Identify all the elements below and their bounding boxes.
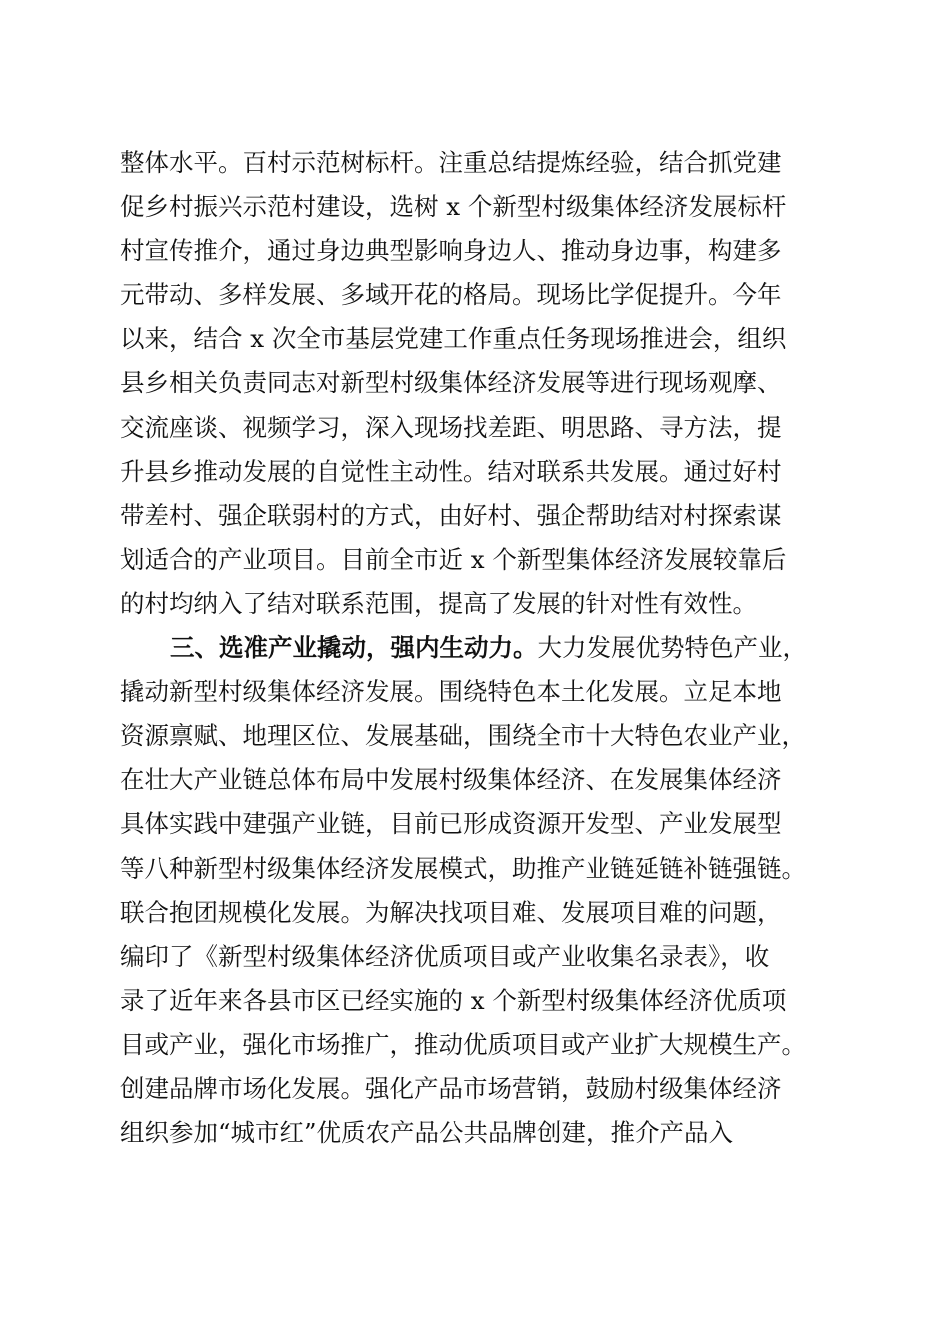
paragraph-line: 组织参加“城市红”优质农产品公共品牌创建，推介产品入 [120,1118,734,1148]
paragraph-line: 划适合的产业项目。目前全市近 x 个新型集体经济发展较靠后 [120,544,787,574]
paragraph-line: 在壮大产业链总体布局中发展村级集体经济、在发展集体经济 [120,765,782,795]
paragraph-line: 整体水平。百村示范树标杆。注重总结提炼经验，结合抓党建 [120,148,782,177]
paragraph-line: 联合抱团规模化发展。为解决找项目难、发展项目难的问题， [120,897,782,927]
paragraph-line: 录了近年来各县市区已经实施的 x 个新型村级集体经济优质项 [120,985,787,1015]
paragraph-line: 具体实践中建强产业链，目前已形成资源开发型、产业发展型 [120,809,782,839]
section-3-intro: 大力发展优势特色产业， [537,633,807,663]
paragraph-line: 撬动新型村级集体经济发展。围绕特色本土化发展。立足本地 [120,677,782,707]
paragraph-line: 村宣传推介，通过身边典型影响身边人、推动身边事，构建多 [120,236,782,266]
paragraph-line: 升县乡推动发展的自觉性主动性。结对联系共发展。通过好村 [120,456,782,486]
paragraph-line: 等八种新型村级集体经济发展模式，助推产业链延链补链强链。 [120,853,806,883]
paragraph-line: 目或产业，强化市场推广，推动优质项目或产业扩大规模生产。 [120,1029,806,1059]
paragraph-line: 的村均纳入了结对联系范围，提高了发展的针对性有效性。 [120,588,757,618]
document-body [120,141,832,1155]
paragraph-line: 带差村、强企联弱村的方式，由好村、强企帮助结对村探索谋 [120,500,782,530]
paragraph-line: 交流座谈、视频学习，深入现场找差距、明思路、寻方法，提 [120,412,782,442]
paragraph-line: 资源禀赋、地理区位、发展基础，围绕全市十大特色农业产业， [120,721,806,751]
section-3-heading: 三、选准产业撬动，强内生动力。 [170,633,538,663]
section-3-first-line [120,626,832,670]
paragraph-line: 元带动、多样发展、多域开花的格局。现场比学促提升。今年 [120,280,782,310]
paragraph-line: 县乡相关负责同志对新型村级集体经济发展等进行现场观摩、 [120,368,782,398]
paragraph-line: 促乡村振兴示范村建设，选树 x 个新型村级集体经济发展标杆 [120,192,787,222]
paragraph-line: 创建品牌市场化发展。强化产品市场营销，鼓励村级集体经济 [120,1073,782,1103]
paragraph-line: 以来，结合 x 次全市基层党建工作重点任务现场推进会，组织 [120,324,787,354]
paragraph-line: 编印了《新型村级集体经济优质项目或产业收集名录表》，收 [120,941,770,971]
